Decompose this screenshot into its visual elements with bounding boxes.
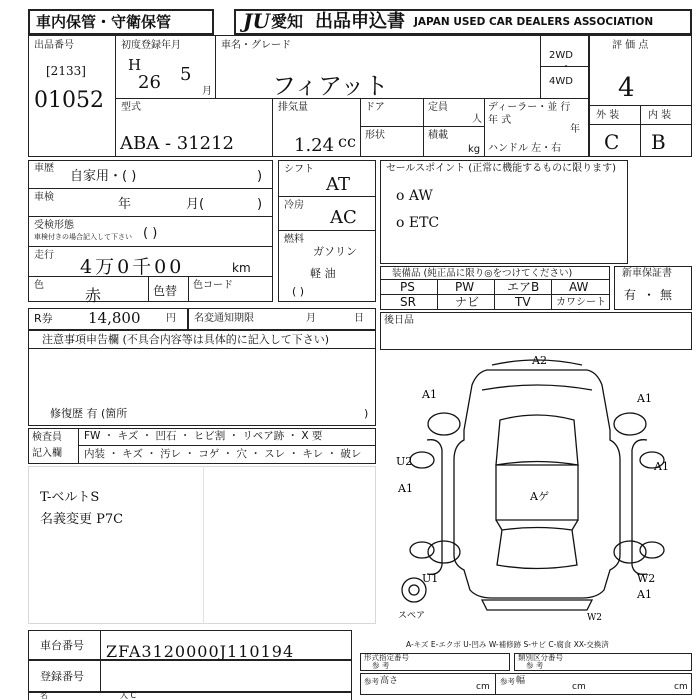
mark-rear-left: U1 xyxy=(422,572,439,585)
doors-label: ドア xyxy=(365,102,385,113)
dealer-line1: ディーラー・並 行 xyxy=(488,102,571,113)
mark-front-right: A1 xyxy=(637,392,652,405)
color-value: 赤 xyxy=(85,286,102,305)
recycle-unit: 円 xyxy=(166,313,176,324)
remarks-line-2: 名義変更 P7C xyxy=(40,512,124,527)
history-close: ) xyxy=(257,169,263,184)
capacity-unit: 人 xyxy=(472,114,482,125)
name-change-day: 日 xyxy=(354,313,364,324)
dims-ref-2: 参考 xyxy=(500,677,515,686)
recycle-value: 14,800 xyxy=(88,309,141,327)
dims-unit-3: cm xyxy=(674,682,688,692)
dims-box xyxy=(360,673,692,695)
category-ref: 参 考 xyxy=(526,661,544,670)
selling-point-1: o AW xyxy=(396,188,433,204)
name-change-month: 月 xyxy=(306,313,316,324)
back-seat-label: 後日品 xyxy=(384,315,414,326)
dims-unit-1: cm xyxy=(476,682,490,692)
remarks-line-1: T-ベルトS xyxy=(40,490,100,505)
recycle-label: R券 xyxy=(34,312,53,325)
receipt-value: ( ) xyxy=(143,226,158,241)
rating-score: 4 xyxy=(618,73,635,103)
type-value: ABA - 31212 xyxy=(120,133,235,154)
rating-int: B xyxy=(651,130,666,154)
inspection-month: 月( xyxy=(186,197,205,212)
mark-left-u2: U2 xyxy=(396,455,413,468)
chassis-value: ZFA3120000J110194 xyxy=(106,642,295,661)
association-name: JAPAN USED CAR DEALERS ASSOCIATION xyxy=(414,16,654,28)
color-change-label: 色替 xyxy=(153,284,178,298)
mark-bottom: W2 xyxy=(587,613,602,620)
registration-era: H xyxy=(128,56,142,74)
inspection-label: 車検 xyxy=(34,192,54,203)
mark-top: A2 xyxy=(532,354,547,367)
drive-4wd: 4WD xyxy=(549,76,573,87)
registration-month: 5 xyxy=(180,64,192,85)
back-seat-box xyxy=(380,312,692,350)
mark-left-a1: A1 xyxy=(398,482,413,495)
equip-aw: AW xyxy=(569,280,589,294)
selling-points-box xyxy=(380,160,628,264)
capacity-label: 定員 xyxy=(428,102,448,113)
selling-point-2: o ETC xyxy=(396,215,440,231)
rating-int-label: 内 装 xyxy=(648,110,672,121)
warranty-no: 無 xyxy=(660,288,673,302)
warranty-yes: 有 xyxy=(624,288,637,302)
form-title: 出品申込書 xyxy=(315,11,405,32)
mileage-value: 4万0千00 xyxy=(80,256,185,278)
rating-label: 評 価 点 xyxy=(612,40,649,51)
mark-right-a1: A1 xyxy=(654,460,669,473)
drive-2wd: 2WD xyxy=(549,50,573,61)
registration-no-label: 登録番号 xyxy=(40,670,84,683)
cooling-label: 冷房 xyxy=(284,200,304,211)
equip-ps: PS xyxy=(400,280,415,294)
type-label: 型式 xyxy=(121,102,141,113)
fuel-label: 燃料 xyxy=(284,234,304,245)
warranty-label: 新車保証書 xyxy=(622,268,672,279)
dealer-line4: ハンドル 左・右 xyxy=(488,143,562,154)
category-label: 類別区分番号 xyxy=(518,653,563,662)
displacement-value: 1.24 xyxy=(294,135,335,156)
footer-value: 入 C xyxy=(120,691,137,700)
notes-label: 注意事項申告欄 (不具合内容等は具体的に記入して下さい) xyxy=(42,333,330,346)
designation-label: 形式指定番号 xyxy=(364,653,409,662)
registration-label: 初度登録年月 xyxy=(121,40,181,51)
dims-height: 高さ xyxy=(380,676,399,686)
registration-year: 26 xyxy=(138,72,161,93)
equip-pw: PW xyxy=(455,280,475,294)
rating-ext-label: 外 装 xyxy=(596,110,620,121)
chassis-label: 車台番号 xyxy=(40,639,84,652)
lot-number: 01052 xyxy=(34,88,104,113)
spare-label: スペア xyxy=(398,611,426,620)
model-value: フィアット xyxy=(272,72,389,100)
cooling-value: AC xyxy=(330,207,357,228)
damage-diagram xyxy=(382,350,692,620)
rating-ext: C xyxy=(604,130,620,154)
inspection-year: 年 xyxy=(118,197,132,212)
inspector-row-1: FW ・ キズ ・ 凹石 ・ ヒビ割 ・ リペア跡 ・ X 要 xyxy=(84,430,323,442)
lot-bracket: [2133] xyxy=(46,64,86,78)
dealer-line3: 年 xyxy=(570,124,580,135)
receipt-sub: 車検付きの場合記入して下さい xyxy=(34,233,132,241)
fuel-diesel: 軽 油 xyxy=(310,267,336,280)
equip-tv: TV xyxy=(515,295,531,309)
name-change-label: 名変通知期限 xyxy=(194,313,254,324)
warranty-sep: ・ xyxy=(643,288,656,302)
shift-value: AT xyxy=(326,174,351,195)
equip-navi: ナビ xyxy=(455,295,480,309)
lot-label: 出品番号 xyxy=(34,40,74,51)
equipment-label: 装備品 (純正品に限り◎をつけてください) xyxy=(392,268,573,279)
mark-front-left: A1 xyxy=(422,388,437,401)
dims-width: 幅 xyxy=(516,676,526,686)
shift-label: シフト xyxy=(284,164,314,175)
selling-points-label: セールスポイント (正常に機能するものに限ります) xyxy=(386,163,617,174)
equip-airbag: エアB xyxy=(507,280,540,294)
displacement-label: 排気量 xyxy=(278,102,308,113)
registration-month-unit: 月 xyxy=(202,86,212,97)
history-label: 車歴 xyxy=(34,163,54,174)
equip-sr: SR xyxy=(400,295,416,309)
dims-unit-2: cm xyxy=(572,682,586,692)
inspector-row-2: 内装 ・ キズ ・ 汚レ ・ コゲ ・ 穴 ・ スレ ・ キレ ・ 破レ xyxy=(84,448,362,460)
dims-ref-1: 参考 xyxy=(364,677,379,686)
damage-legend: A-キズ E-エクボ U-凹み W-補修跡 S-サビ C-腐食 XX-交換済 xyxy=(406,640,609,649)
dealer-line2: 年 式 xyxy=(488,115,512,126)
load-label: 積載 xyxy=(428,130,448,141)
mark-roof: Aゲ xyxy=(530,490,549,503)
fuel-other: ( ) xyxy=(292,285,305,298)
inspector-label-1: 検査員 xyxy=(32,432,62,443)
mark-rear-right-w2: W2 xyxy=(637,572,656,585)
history-value: 自家用・( ) xyxy=(70,169,137,184)
drive-dot: ・ xyxy=(561,62,571,73)
receipt-label: 受検形態 xyxy=(34,220,74,231)
inspection-close: ) xyxy=(257,197,263,212)
footer-box xyxy=(28,692,352,700)
mileage-unit: km xyxy=(232,261,251,275)
logo-region: 愛知 xyxy=(271,12,304,31)
logo-mark: JU xyxy=(243,9,270,33)
color-code-label: 色コード xyxy=(193,280,233,291)
footer-label: 名 xyxy=(40,691,48,700)
notes-repair-close: ) xyxy=(364,407,369,420)
inspector-label-2: 記入欄 xyxy=(32,448,62,459)
shape-label: 形状 xyxy=(365,130,385,141)
equip-seat: カワシート xyxy=(556,297,606,308)
fuel-gasoline: ガソリン xyxy=(313,245,357,258)
notes-repair: 修復歴 有 (箇所 xyxy=(50,407,128,420)
mark-rear-right-a1: A1 xyxy=(637,588,652,601)
color-label: 色 xyxy=(34,280,44,291)
model-label: 車名・グレード xyxy=(221,40,291,51)
load-unit: kg xyxy=(468,144,481,155)
mileage-label: 走行 xyxy=(34,250,54,261)
displacement-unit: cc xyxy=(338,132,356,151)
designation-ref: 参 考 xyxy=(372,661,390,670)
storage-title: 車内保管・守衛保管 xyxy=(36,13,172,31)
